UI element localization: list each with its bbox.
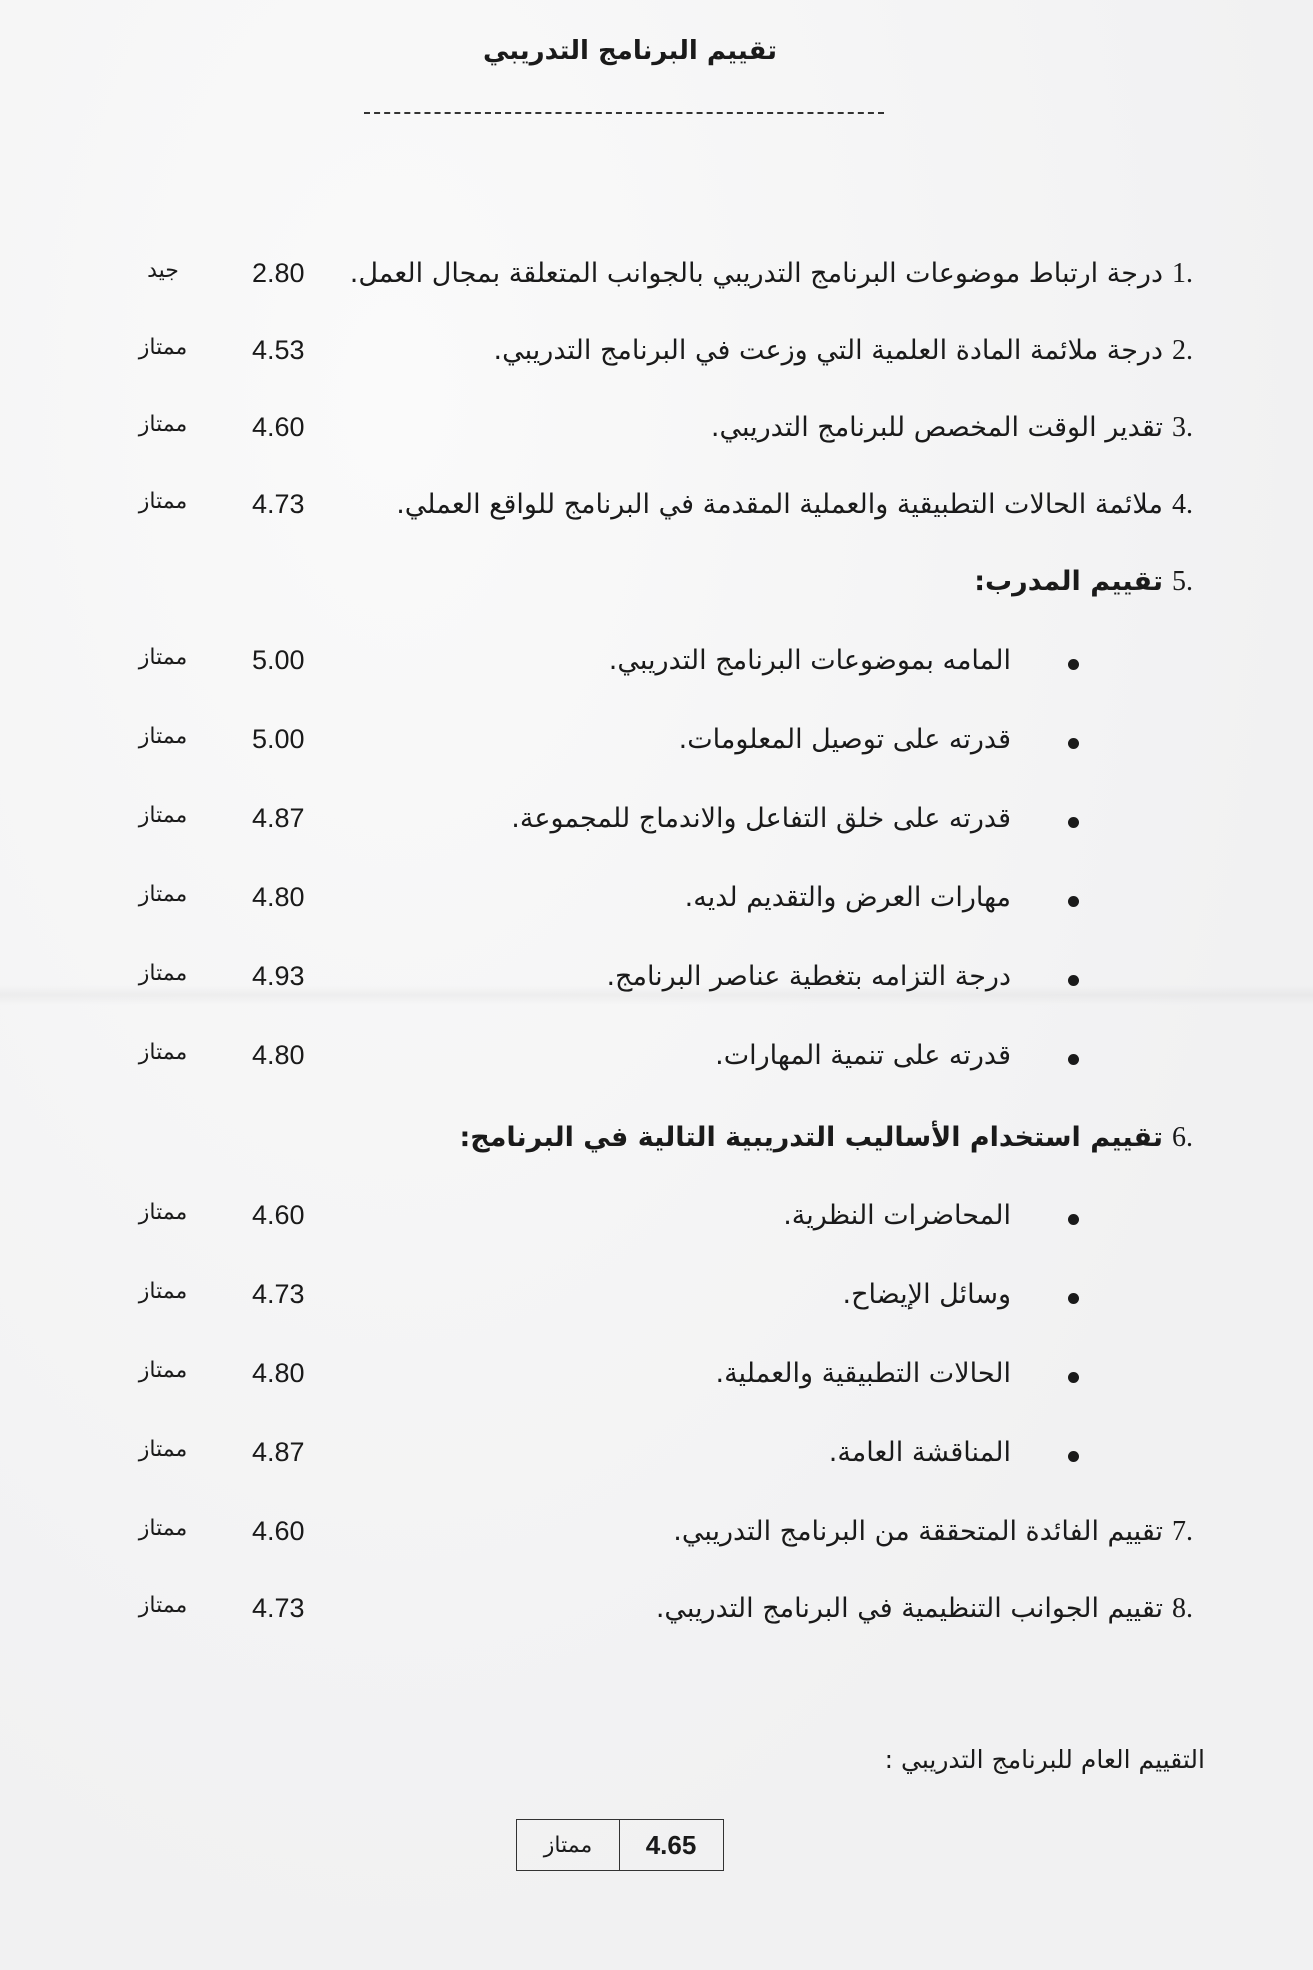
evaluation-item-3 xyxy=(0,412,1313,456)
evaluation-item-7 xyxy=(0,1516,1313,1560)
trainer-bullet-4 xyxy=(0,882,1313,926)
bullet-dot xyxy=(1068,1372,1079,1383)
bullet-dot xyxy=(1068,1451,1079,1462)
item-score: 4.60 xyxy=(252,412,305,442)
item-rating: ممتاز xyxy=(138,1279,188,1304)
item-score: 4.80 xyxy=(252,882,305,912)
item-number: 7. xyxy=(1172,1516,1193,1547)
item-number: 5. xyxy=(1172,566,1193,597)
item-score: 4.73 xyxy=(252,1593,305,1623)
item-rating: ممتاز xyxy=(138,1437,188,1462)
item-rating: ممتاز xyxy=(138,645,188,670)
overall-label: التقييم العام للبرنامج التدريبي : xyxy=(884,1745,1205,1774)
section-5-heading xyxy=(0,566,1313,610)
item-score: 4.73 xyxy=(252,489,305,519)
bullet-text: قدرته على توصيل المعلومات. xyxy=(678,724,1011,755)
item-rating: ممتاز xyxy=(138,961,188,986)
item-question: تقييم الجوانب التنظيمية في البرنامج التدريبي. xyxy=(655,1593,1163,1624)
bullet-dot xyxy=(1068,1214,1079,1225)
item-number: 1. xyxy=(1172,258,1193,289)
method-bullet-2 xyxy=(0,1279,1313,1323)
item-score: 4.60 xyxy=(252,1200,305,1230)
evaluation-item-2 xyxy=(0,335,1313,379)
section-heading: تقييم المدرب: xyxy=(974,566,1163,597)
bullet-text: قدرته على تنمية المهارات. xyxy=(715,1040,1011,1071)
trainer-bullet-6 xyxy=(0,1040,1313,1084)
bullet-text: المحاضرات النظرية. xyxy=(783,1200,1011,1231)
section-6-heading xyxy=(0,1122,1313,1166)
title-divider xyxy=(364,112,884,114)
page-title: تقييم البرنامج التدريبي xyxy=(483,36,777,66)
item-rating: ممتاز xyxy=(138,1200,188,1225)
item-question: تقييم الفائدة المتحققة من البرنامج التدريبي. xyxy=(673,1516,1163,1547)
item-question: درجة ملائمة المادة العلمية التي وزعت في البرنامج التدريبي. xyxy=(493,335,1163,366)
item-score: 4.80 xyxy=(252,1040,305,1070)
item-score: 5.00 xyxy=(252,724,305,754)
method-bullet-4 xyxy=(0,1437,1313,1481)
trainer-bullet-1 xyxy=(0,645,1313,689)
item-rating: ممتاز xyxy=(138,724,188,749)
evaluation-item-1 xyxy=(0,258,1313,302)
bullet-dot xyxy=(1068,817,1079,828)
item-score: 4.53 xyxy=(252,335,305,365)
bullet-text: المامه بموضوعات البرنامج التدريبي. xyxy=(608,645,1011,676)
item-score: 4.93 xyxy=(252,961,305,991)
bullet-text: الحالات التطبيقية والعملية. xyxy=(715,1358,1011,1389)
method-bullet-3 xyxy=(0,1358,1313,1402)
evaluation-item-4 xyxy=(0,489,1313,533)
item-number: 3. xyxy=(1172,412,1193,443)
item-rating: ممتاز xyxy=(138,803,188,828)
bullet-dot xyxy=(1068,975,1079,986)
method-bullet-1 xyxy=(0,1200,1313,1244)
item-question: تقدير الوقت المخصص للبرنامج التدريبي. xyxy=(710,412,1163,443)
overall-score-box xyxy=(516,1819,724,1871)
item-rating: جيد xyxy=(147,258,179,283)
bullet-text: المناقشة العامة. xyxy=(828,1437,1011,1468)
trainer-bullet-3 xyxy=(0,803,1313,847)
item-rating: ممتاز xyxy=(138,1593,188,1618)
section-heading: تقييم استخدام الأساليب التدريبية التالية في البرنامج: xyxy=(459,1122,1163,1153)
bullet-dot xyxy=(1068,1054,1079,1065)
item-score: 4.60 xyxy=(252,1516,305,1546)
item-score: 4.80 xyxy=(252,1358,305,1388)
bullet-dot xyxy=(1068,896,1079,907)
bullet-dot xyxy=(1068,659,1079,670)
item-question: درجة ارتباط موضوعات البرنامج التدريبي بالجوانب المتعلقة بمجال العمل. xyxy=(349,258,1163,289)
item-number: 6. xyxy=(1172,1122,1193,1153)
evaluation-item-8 xyxy=(0,1593,1313,1637)
item-score: 4.87 xyxy=(252,803,305,833)
bullet-text: قدرته على خلق التفاعل والاندماج للمجموعة. xyxy=(511,803,1011,834)
item-score: 2.80 xyxy=(252,258,305,288)
item-score: 5.00 xyxy=(252,645,305,675)
item-rating: ممتاز xyxy=(138,1040,188,1065)
bullet-dot xyxy=(1068,1293,1079,1304)
item-score: 4.73 xyxy=(252,1279,305,1309)
item-number: 8. xyxy=(1172,1593,1193,1624)
trainer-bullet-5 xyxy=(0,961,1313,1005)
overall-score: 4.65 xyxy=(645,1829,697,1860)
bullet-dot xyxy=(1068,738,1079,749)
trainer-bullet-2 xyxy=(0,724,1313,768)
item-number: 2. xyxy=(1172,335,1193,366)
item-rating: ممتاز xyxy=(138,1358,188,1383)
item-rating: ممتاز xyxy=(138,1516,188,1541)
item-number: 4. xyxy=(1172,489,1193,520)
item-rating: ممتاز xyxy=(138,335,188,360)
item-question: ملائمة الحالات التطبيقية والعملية المقدمة في البرنامج للواقع العملي. xyxy=(396,489,1163,520)
bullet-text: درجة التزامه بتغطية عناصر البرنامج. xyxy=(606,961,1011,992)
bullet-text: وسائل الإيضاح. xyxy=(842,1279,1011,1310)
overall-rating: ممتاز xyxy=(517,1820,620,1870)
item-rating: ممتاز xyxy=(138,412,188,437)
item-rating: ممتاز xyxy=(138,882,188,907)
bullet-text: مهارات العرض والتقديم لديه. xyxy=(684,882,1011,913)
item-score: 4.87 xyxy=(252,1437,305,1467)
item-rating: ممتاز xyxy=(138,489,188,514)
